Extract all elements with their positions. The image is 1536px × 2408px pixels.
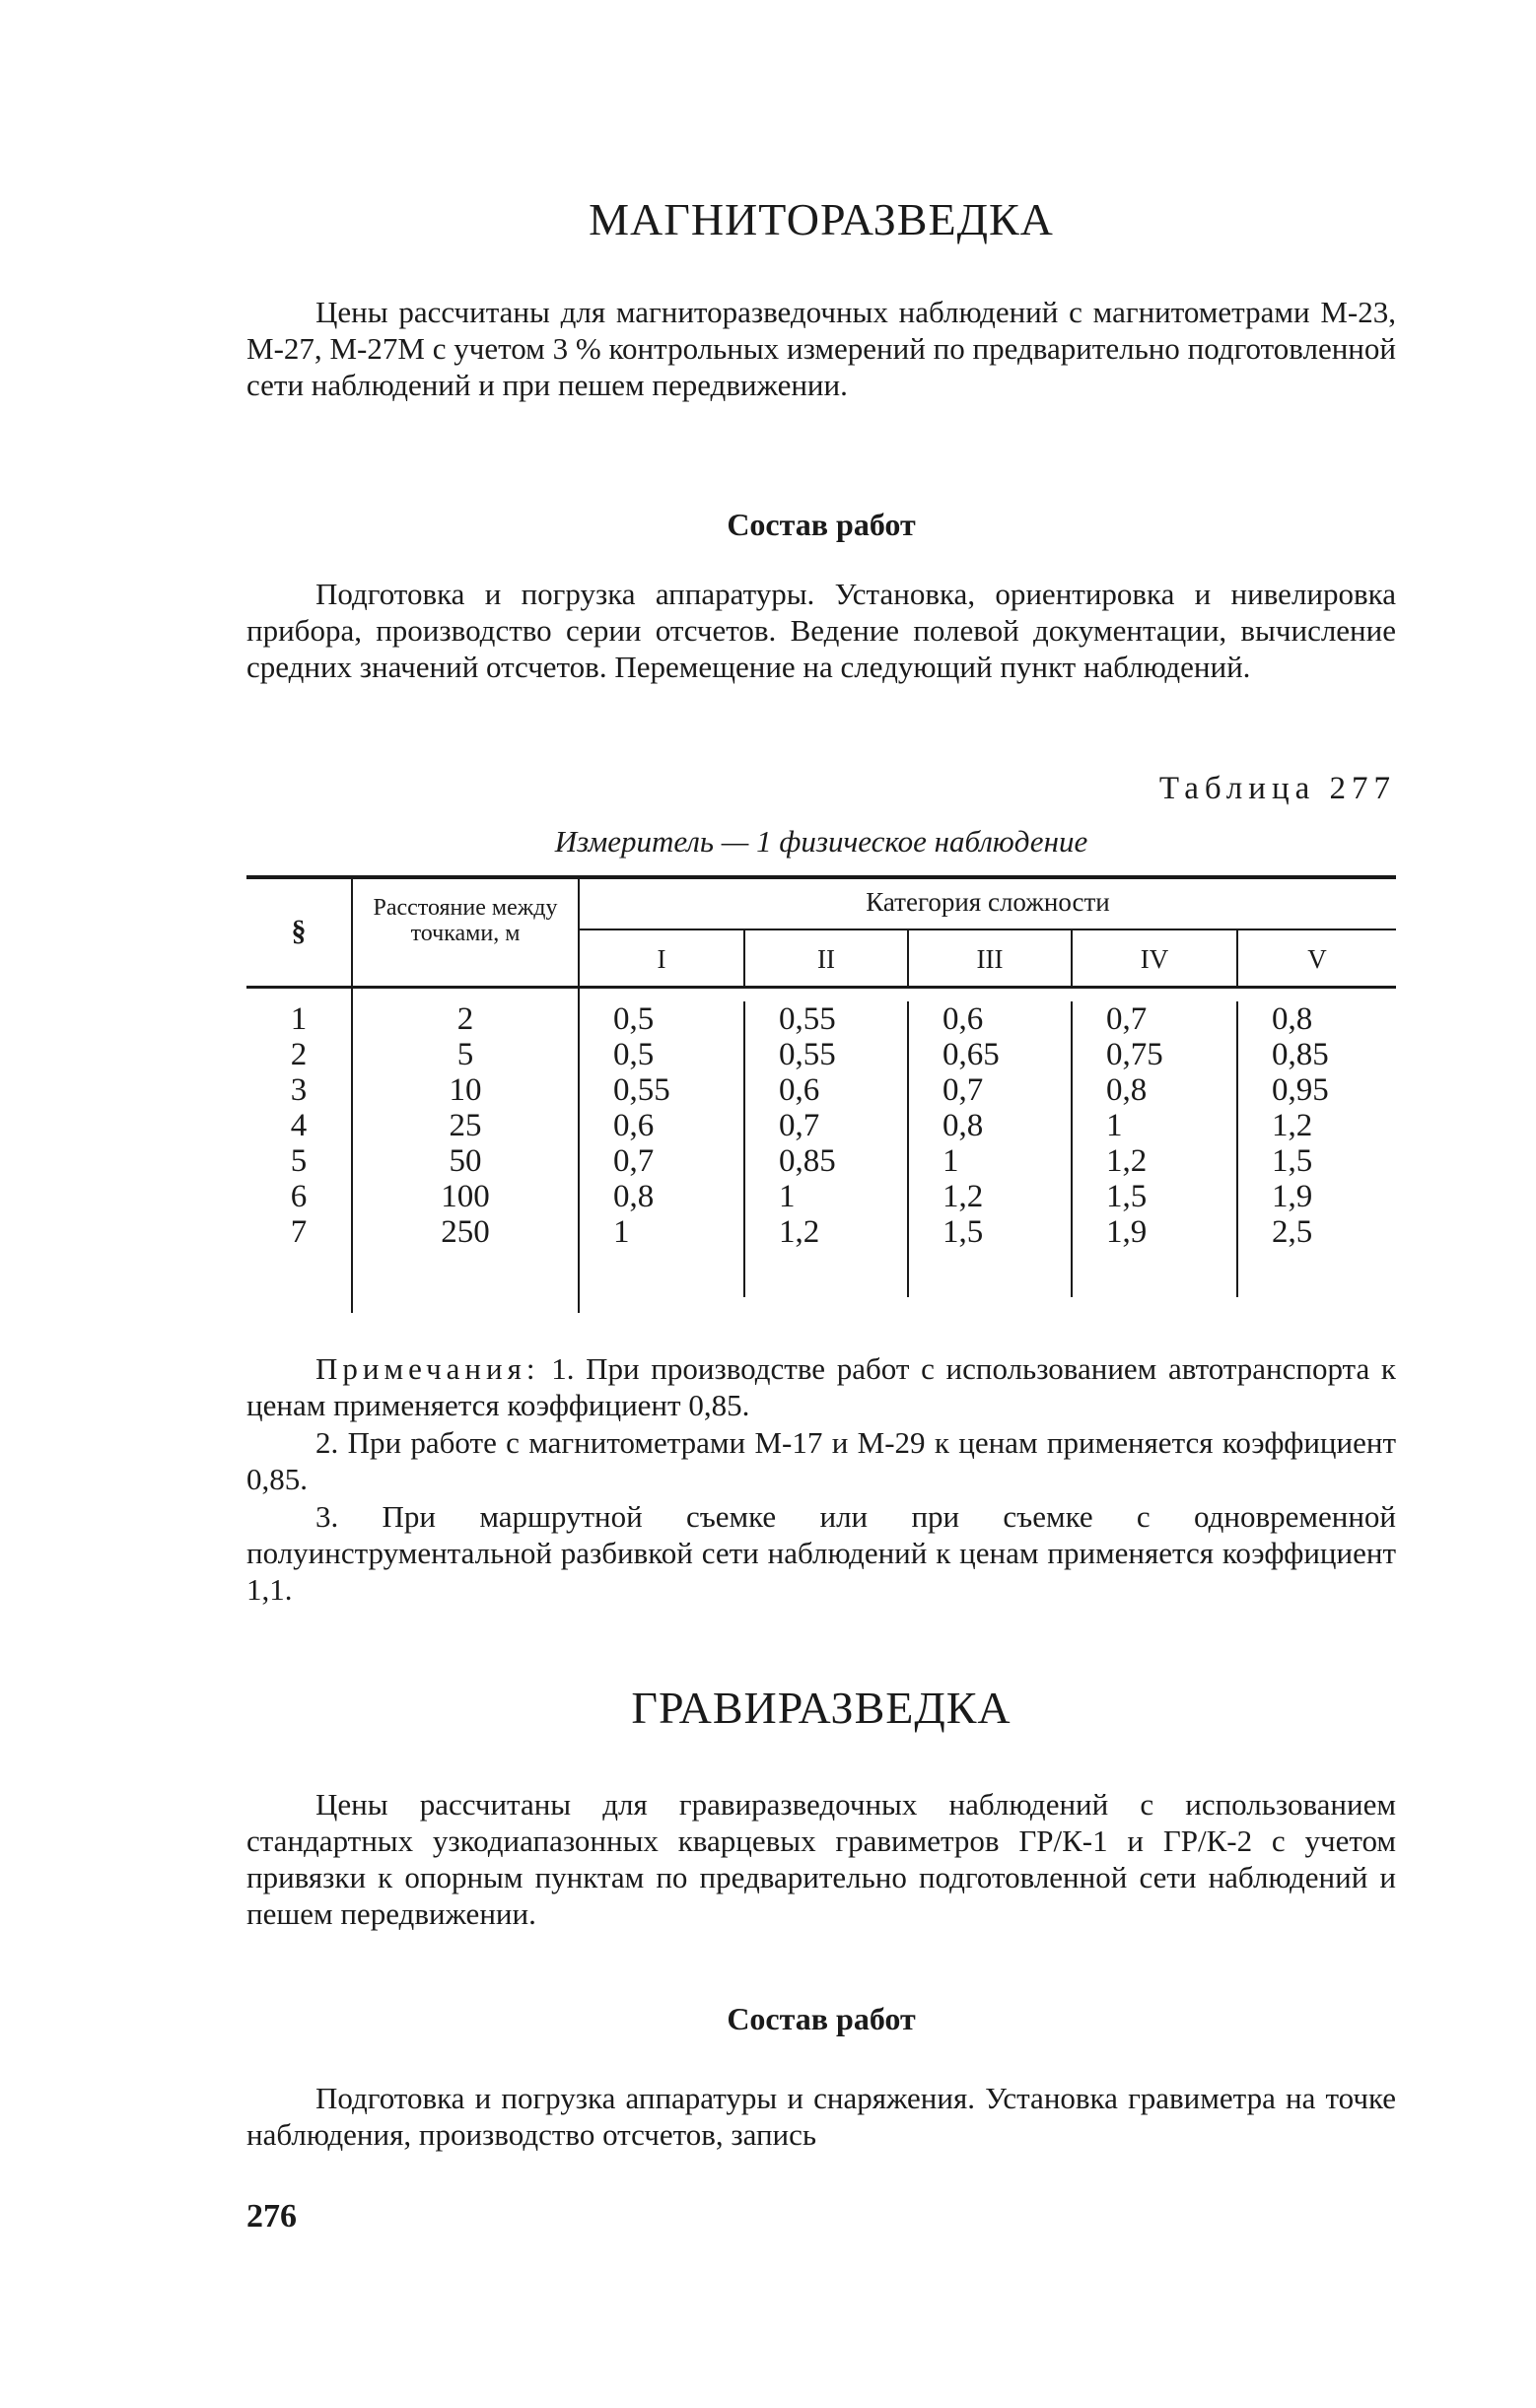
row-distance: 100 <box>441 1179 490 1214</box>
price-cell: 1,2 <box>779 1214 820 1250</box>
row-distance: 25 <box>449 1108 482 1143</box>
table-header-rule <box>246 986 1396 989</box>
category-II: II <box>817 944 835 974</box>
price-cell: 0,7 <box>1106 1001 1148 1037</box>
price-cell: 0,55 <box>779 1001 836 1037</box>
price-cell: 0,8 <box>613 1179 655 1214</box>
row-number: 7 <box>290 1214 308 1250</box>
row-number: 4 <box>290 1108 308 1143</box>
price-cell: 0,6 <box>613 1108 655 1143</box>
category-III: III <box>976 944 1004 974</box>
magnet-work-paragraph: Подготовка и погрузка аппаратуры. Установка, ориентировка и нивелировка прибора, производство серии отсчетов. Ведение полевой документации, вычисление средних значений отсчетов. Перемещение на следующий пункт наблюдений. <box>246 577 1396 684</box>
header-category: Категория сложности <box>866 887 1110 917</box>
price-cell: 0,8 <box>1106 1072 1148 1108</box>
table-category-rule <box>578 929 1396 930</box>
table-top-rule <box>246 875 1396 879</box>
price-cell: 0,5 <box>613 1037 655 1072</box>
row-distance: 10 <box>449 1072 482 1108</box>
price-cell: 2,5 <box>1272 1214 1313 1250</box>
price-cell: 1 <box>779 1179 796 1214</box>
row-number: 3 <box>290 1072 308 1108</box>
price-cell: 1,9 <box>1272 1179 1313 1214</box>
price-cell: 1,5 <box>1272 1143 1313 1179</box>
table-label: Таблица 277 <box>1158 771 1396 806</box>
notes-lead: Примечания: <box>315 1351 540 1386</box>
price-cell: 0,55 <box>779 1037 836 1072</box>
table-vline <box>1071 1001 1073 1297</box>
price-cell: 0,6 <box>779 1072 820 1108</box>
magnet-work-heading: Состав работ <box>727 507 916 542</box>
price-cell: 0,7 <box>943 1072 984 1108</box>
row-number: 1 <box>290 1001 308 1037</box>
price-cell: 1 <box>1106 1108 1123 1143</box>
gravity-intro-paragraph: Цены рассчитаны для гравиразведочных наблюдений с использованием стандартных узкодиапазонных кварцевых гравиметров ГР/К-1 и ГР/К-2 с учетом привязки к опорным пунктам по предварительно подготовленной сети наблюдений и пешем передвижении. <box>246 1787 1396 1931</box>
note-3: 3. При маршрутной съемке или при съемке с одновременной полуинструментальной разбивкой сети наблюдений к ценам применяется коэффициент 1,1. <box>246 1499 1396 1607</box>
category-I: I <box>657 944 666 974</box>
row-number: 6 <box>290 1179 308 1214</box>
price-cell: 0,8 <box>943 1108 984 1143</box>
price-cell: 0,55 <box>613 1072 670 1108</box>
price-cell: 0,65 <box>943 1037 1000 1072</box>
price-cell: 1,5 <box>1106 1179 1148 1214</box>
section-title-gravity: ГРАВИРАЗВЕДКА <box>631 1683 1012 1733</box>
note-1 <box>246 1350 1396 1423</box>
price-cell: 1,2 <box>1106 1143 1148 1179</box>
price-cell: 0,85 <box>779 1143 836 1179</box>
price-cell: 1,2 <box>943 1179 984 1214</box>
price-cell: 0,8 <box>1272 1001 1313 1037</box>
price-cell: 0,6 <box>943 1001 984 1037</box>
table-vline <box>743 1001 745 1297</box>
row-number: 2 <box>290 1037 308 1072</box>
note-1-text: 1. При производстве работ с использованием автотранспорта к ценам применяется коэффициент 0,85. <box>246 1351 1396 1422</box>
row-distance: 2 <box>456 1001 474 1037</box>
price-cell: 1 <box>943 1143 959 1179</box>
price-cell: 0,7 <box>613 1143 655 1179</box>
price-cell: 0,5 <box>613 1001 655 1037</box>
section-title-magnet: МАГНИТОРАЗВЕДКА <box>589 194 1054 244</box>
price-cell: 0,85 <box>1272 1037 1329 1072</box>
magnet-intro-paragraph: Цены рассчитаны для магниторазведочных наблюдений с магнитометрами М-23, М-27, М-27М с учетом 3 % контрольных измерений по предварительно подготовленной сети наблюдений и при пешем передвижении. <box>246 295 1396 402</box>
row-distance: 5 <box>456 1037 474 1072</box>
table-vline <box>1236 1001 1238 1297</box>
price-cell: 1,2 <box>1272 1108 1313 1143</box>
header-distance: Расстояние между точками, м <box>373 895 558 946</box>
price-table <box>246 875 1396 1321</box>
note-2: 2. При работе с магнитометрами М-17 и М-29 к ценам применяется коэффициент 0,85. <box>246 1425 1396 1496</box>
header-section-sign: § <box>291 915 307 947</box>
category-V: V <box>1307 944 1327 974</box>
price-cell: 0,75 <box>1106 1037 1163 1072</box>
price-cell: 1,5 <box>943 1214 984 1250</box>
gravity-work-paragraph: Подготовка и погрузка аппаратуры и снаряжения. Установка гравиметра на точке наблюдения, производство отсчетов, запись <box>246 2081 1396 2152</box>
price-cell: 1,9 <box>1106 1214 1148 1250</box>
price-cell: 0,7 <box>779 1108 820 1143</box>
price-cell: 1 <box>613 1214 630 1250</box>
gravity-work-heading: Состав работ <box>727 2001 916 2036</box>
row-distance: 250 <box>441 1214 490 1250</box>
price-cell: 0,95 <box>1272 1072 1329 1108</box>
table-vline <box>907 1001 909 1297</box>
page-number: 276 <box>246 2198 297 2235</box>
row-number: 5 <box>290 1143 308 1179</box>
category-IV: IV <box>1140 944 1169 974</box>
table-measure: Измеритель — 1 физическое наблюдение <box>554 824 1088 859</box>
row-distance: 50 <box>449 1143 482 1179</box>
